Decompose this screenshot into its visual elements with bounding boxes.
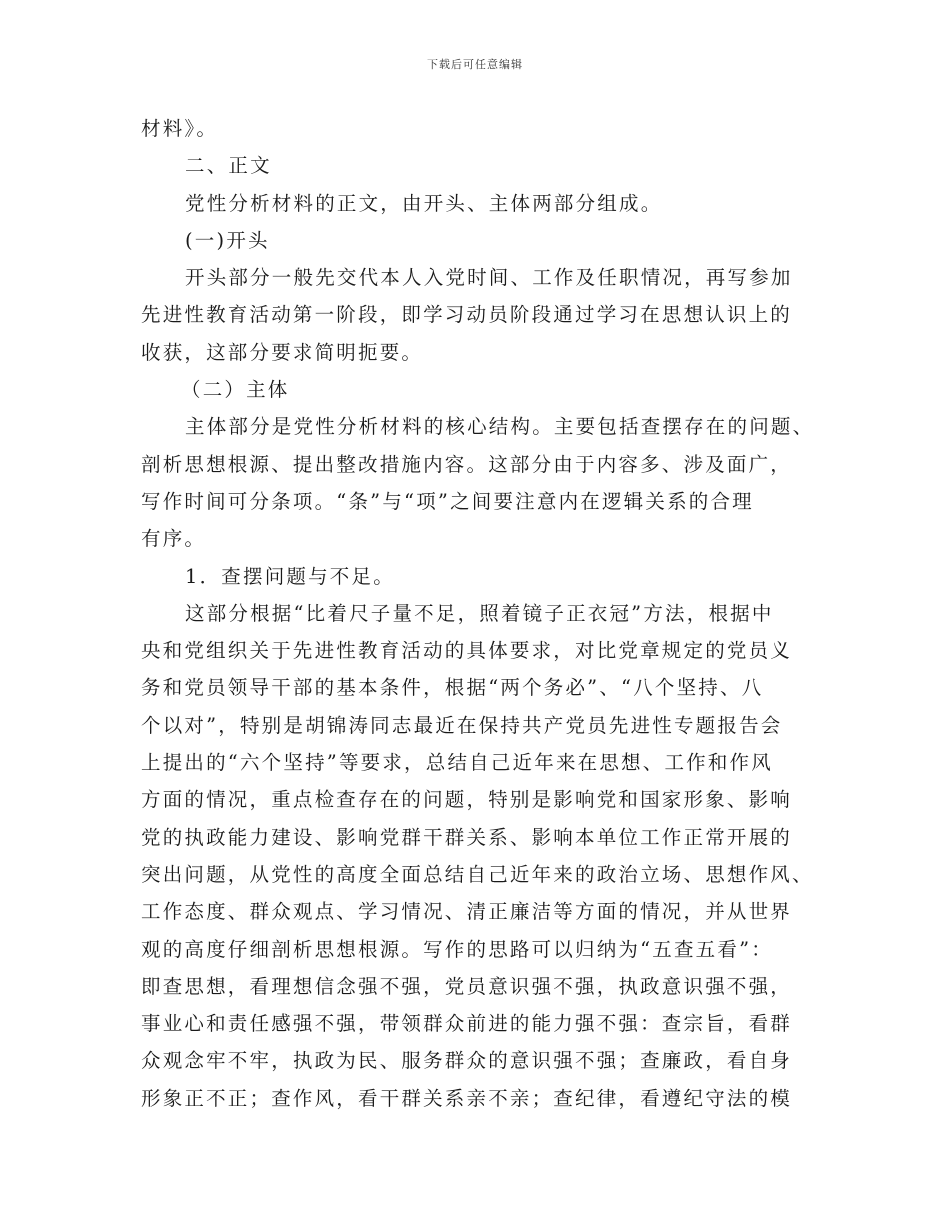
text-line: 先进性教育活动第一阶段，即学习动员阶段通过学习在思想认识上的 xyxy=(141,303,793,327)
text-line: 收获，这部分要求简明扼要。 xyxy=(141,340,424,364)
text-line: 材料》。 xyxy=(141,117,219,140)
paragraph-start: 主体部分是党性分析材料的核心结构。主要包括查摆存在的问题、 xyxy=(185,415,815,439)
text-line: 上提出的“六个坚持”等要求，总结自己近年来在思想、工作和作风 xyxy=(141,751,773,775)
text-line: 务和党员领导干部的基本条件，根据“两个务必”、“八个坚持、八 xyxy=(141,676,764,700)
numbered-heading: 1．查摆问题与不足。 xyxy=(185,564,395,588)
text-line: 观的高度仔细剖析思想根源。写作的思路可以归纳为“五查五看”： xyxy=(141,937,773,961)
paragraph-start: 开头部分一般先交代本人入党时间、工作及任职情况，再写参加 xyxy=(185,266,793,290)
text-line: 方面的情况，重点检查存在的问题，特别是影响党和国家形象、影响 xyxy=(141,788,793,812)
text-line: 党性分析材料的正文，由开头、主体两部分组成。 xyxy=(185,191,663,215)
text-line: 党的执政能力建设、影响党群干群关系、影响本单位工作正常开展的 xyxy=(141,825,793,849)
text-line: 有序。 xyxy=(141,527,207,551)
text-line: 剖析思想根源、提出整改措施内容。这部分由于内容多、涉及面广， xyxy=(141,452,793,476)
text-line: 工作态度、群众观点、学习情况、清正廉洁等方面的情况，并从世界 xyxy=(141,900,793,924)
text-line: 事业心和责任感强不强，带领群众前进的能力强不强：查宗旨，看群 xyxy=(141,1012,793,1036)
section-heading: 二、正文 xyxy=(185,154,272,178)
page-header: 下载后可任意编辑 xyxy=(427,58,523,71)
text-line: 即查思想，看理想信念强不强，党员意识强不强，执政意识强不强， xyxy=(141,974,793,998)
subsection-heading: （二）主体 xyxy=(181,378,290,402)
text-line: 众观念牢不牢，执政为民、服务群众的意识强不强；查廉政，看自身 xyxy=(141,1049,793,1073)
text-line: 个以对”，特别是胡锦涛同志最近在保持共产党员先进性专题报告会 xyxy=(141,713,783,737)
text-line: 写作时间可分条项。“条”与“项”之间要注意内在逻辑关系的合理 xyxy=(141,489,754,513)
paragraph-start: 这部分根据“比着尺子量不足，照着镜子正衣冠”方法，根据中 xyxy=(185,601,774,625)
text-line: 突出问题，从党性的高度全面总结自己近年来的政治立场、思想作风、 xyxy=(141,862,814,886)
text-line: 央和党组织关于先进性教育活动的具体要求，对比党章规定的党员义 xyxy=(141,639,793,663)
document-body xyxy=(141,110,821,1117)
text-line: 形象正不正；查作风，看干群关系亲不亲；查纪律，看遵纪守法的模 xyxy=(141,1086,793,1110)
subsection-heading: (一)开头 xyxy=(185,228,270,252)
